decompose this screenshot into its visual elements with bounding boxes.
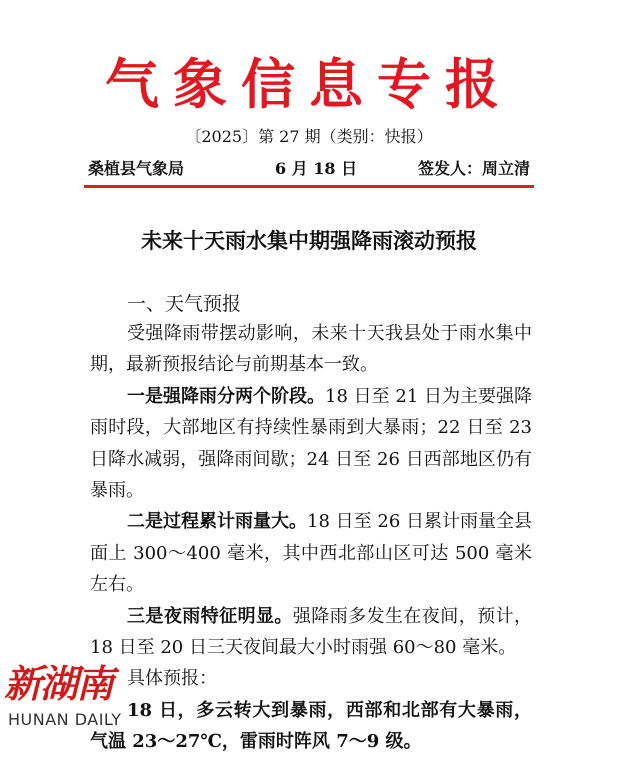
watermark-logo-cn: 新湖南 xyxy=(4,661,113,706)
paragraph-stages-lead: 一是强降雨分两个阶段。 xyxy=(127,385,326,407)
header-divider xyxy=(84,185,534,188)
article-title: 未来十天雨水集中期强降雨滚动预报 xyxy=(141,228,477,253)
forecast-label: 具体预报： xyxy=(127,668,217,690)
day-18-forecast: 18 日，多云转大到暴雨，西部和北部有大暴雨，气温 23～27℃，雷雨时阵风 7～9 级。 xyxy=(90,699,532,753)
paragraph-night-rain-lead: 三是夜雨特征明显。 xyxy=(127,605,293,627)
paragraph-forecast-label xyxy=(90,663,532,694)
paragraph-night-rain xyxy=(90,601,532,664)
issue-date: 6 月 18 日 xyxy=(275,159,358,178)
signer: 签发人：周立清 xyxy=(418,159,531,178)
article-body xyxy=(90,318,532,758)
section-heading: 一、天气预报 xyxy=(127,293,242,315)
paragraph-rainfall-lead: 二是过程累计雨量大。 xyxy=(127,511,308,533)
issue-number: 〔2025〕第 27 期（类别：快报） xyxy=(185,127,433,146)
paragraph-rainfall xyxy=(90,506,532,600)
paragraph-intro xyxy=(90,318,532,381)
issuing-bureau: 桑植县气象局 xyxy=(88,159,185,178)
paragraph-day-18 xyxy=(90,695,532,758)
paragraph-intro-text: 受强降雨带摆动影响，未来十天我县处于雨水集中期，最新预报结论与前期基本一致。 xyxy=(90,323,532,376)
paragraph-night-rain-text: 强降雨多发生在夜间，预计，18 日至 20 日三天夜间最大小时雨强 60～80 毫米。 xyxy=(90,605,533,659)
paragraph-stages xyxy=(90,381,532,507)
paragraph-stages-text: 18 日至 21 日为主要强降雨时段，大部地区有持续性暴雨到大暴雨；22 日至 23 日降水减弱，强降雨间歇；24 日至 26 日西部地区仍有暴雨。 xyxy=(90,385,532,502)
masthead-title: 气象信息专报 xyxy=(105,53,513,116)
paragraph-rainfall-text: 18 日至 26 日累计雨量全县面上 300～400 毫米，其中西北部山区可达 500 毫米左右。 xyxy=(90,511,532,596)
watermark-logo-en: HUNAN DAILY xyxy=(8,710,122,729)
watermark-logo xyxy=(0,660,130,734)
